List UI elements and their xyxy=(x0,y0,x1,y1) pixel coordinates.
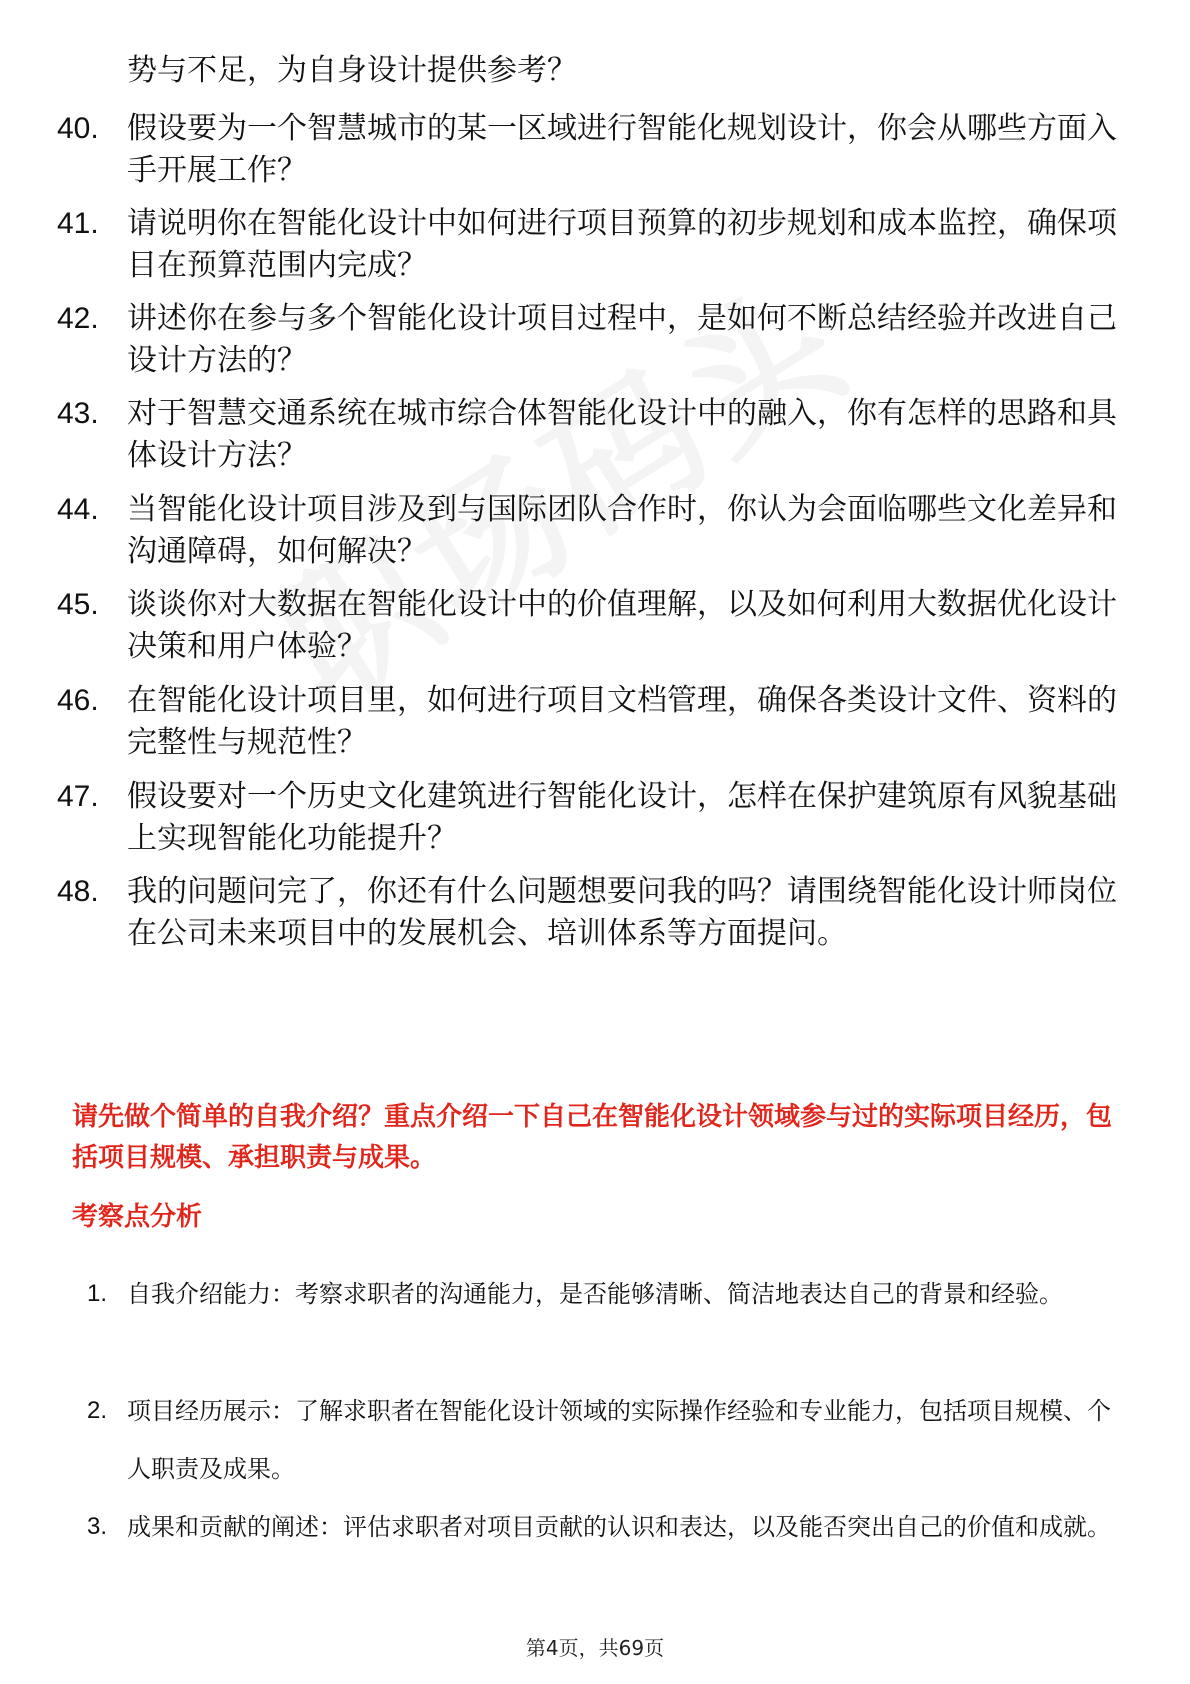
analysis-point-number: 3. xyxy=(87,1513,108,1540)
question-number: 41. xyxy=(57,207,99,240)
question-number: 42. xyxy=(57,302,99,335)
question-text: 当智能化设计项目涉及到与国际团队合作时，你认为会面临哪些文化差异和沟通障碍，如何解决？ xyxy=(127,492,1117,569)
question-text: 对于智慧交通系统在城市综合体智能化设计中的融入，你有怎样的思路和具体设计方法？ xyxy=(127,396,1117,473)
question-text: 假设要为一个智慧城市的某一区域进行智能化规划设计，你会从哪些方面入手开展工作？ xyxy=(127,111,1117,188)
question-number: 45. xyxy=(57,588,99,621)
page-footer: 第4页，共69页 xyxy=(525,1636,665,1660)
question-text: 谈谈你对大数据在智能化设计中的价值理解，以及如何利用大数据优化设计决策和用户体验？ xyxy=(127,587,1117,664)
analysis-point-number: 1. xyxy=(87,1280,108,1307)
question-number: 43. xyxy=(57,397,99,430)
question-text: 讲述你在参与多个智能化设计项目过程中，是如何不断总结经验并改进自己设计方法的？ xyxy=(127,301,1117,378)
analysis-title: 考察点分析 xyxy=(72,1202,203,1232)
question-number: 48. xyxy=(57,875,99,908)
question-text: 假设要对一个历史文化建筑进行智能化设计，怎样在保护建筑原有风貌基础上实现智能化功能提升？ xyxy=(127,779,1117,856)
question-number: 46. xyxy=(57,684,99,717)
question-text: 我的问题问完了，你还有什么问题想要问我的吗？请围绕智能化设计师岗位在公司未来项目中的发展机会、培训体系等方面提问。 xyxy=(127,874,1117,951)
analysis-point-number: 2. xyxy=(87,1397,108,1424)
question-number: 44. xyxy=(57,493,99,526)
question-number: 40. xyxy=(57,112,99,145)
question-text: 请说明你在智能化设计中如何进行项目预算的初步规划和成本监控，确保项目在预算范围内完成？ xyxy=(127,206,1117,283)
analysis-point-text: 自我介绍能力：考察求职者的沟通能力，是否能够清晰、简洁地表达自己的背景和经验。 xyxy=(127,1280,1063,1308)
analysis-point-text: 成果和贡献的阐述：评估求职者对项目贡献的认识和表达，以及能否突出自己的价值和成就。 xyxy=(127,1513,1111,1541)
highlight-question: 请先做个简单的自我介绍？重点介绍一下自己在智能化设计领域参与过的实际项目经历，包括项目规模、承担职责与成果。 xyxy=(72,1102,1113,1173)
question-text: 在智能化设计项目里，如何进行项目文档管理，确保各类设计文件、资料的完整性与规范性？ xyxy=(127,683,1117,760)
continued-text: 势与不足，为自身设计提供参考？ xyxy=(127,53,577,88)
question-number: 47. xyxy=(57,780,99,813)
analysis-point-text: 项目经历展示：了解求职者在智能化设计领域的实际操作经验和专业能力，包括项目规模、个人职责及成果。 xyxy=(127,1397,1111,1483)
